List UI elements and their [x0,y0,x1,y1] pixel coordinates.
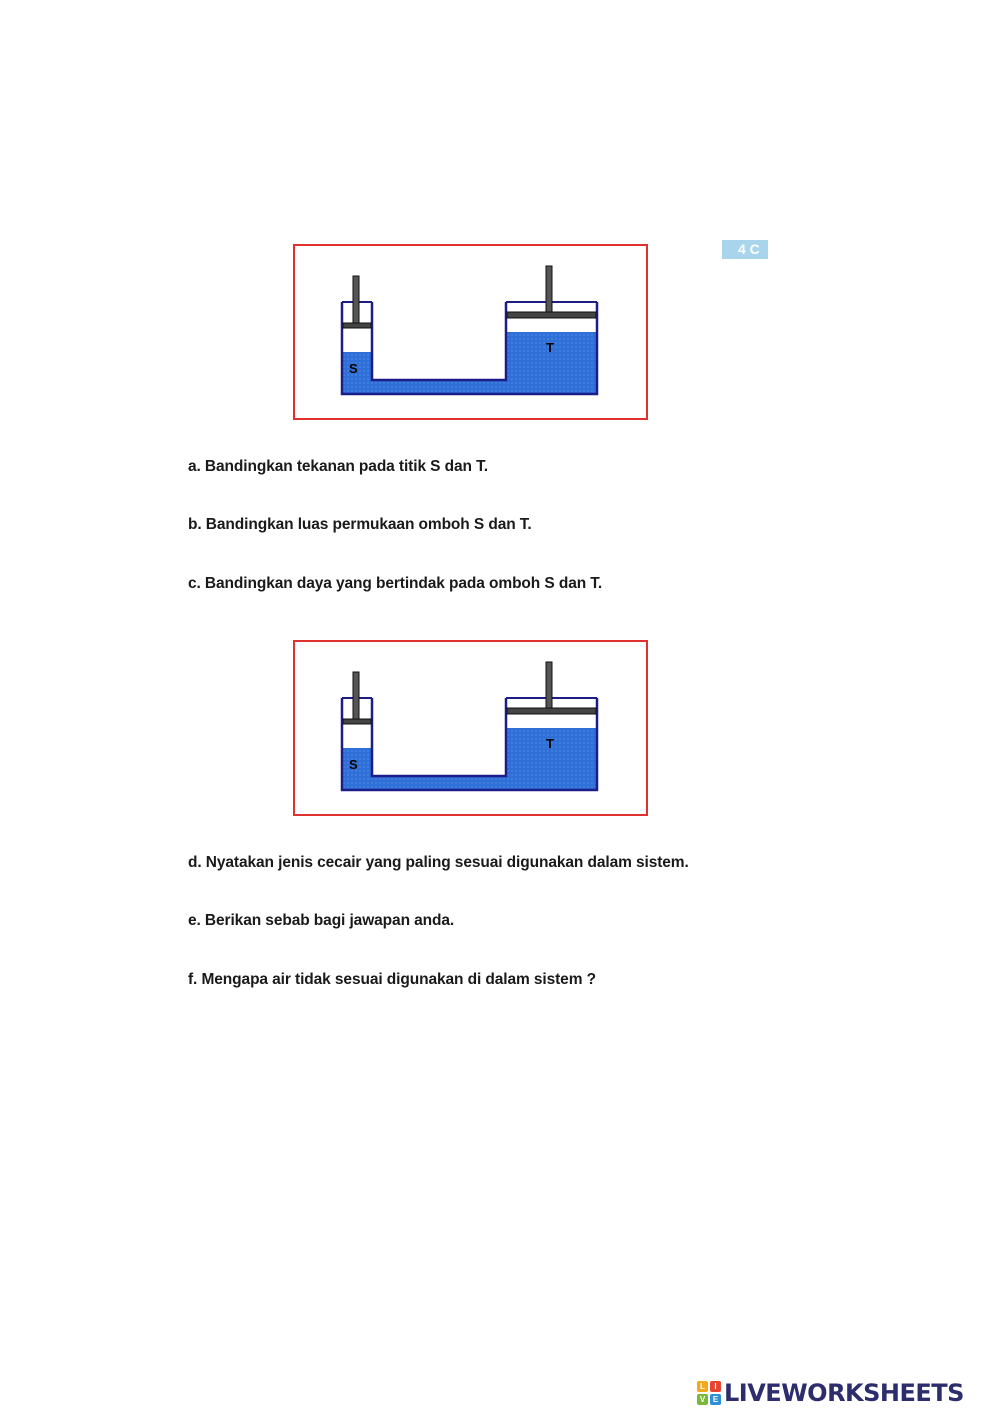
large-piston [507,312,596,318]
large-piston [507,708,596,714]
small-piston [343,323,371,328]
question-b: b. Bandingkan luas permukaan omboh S dan T. [188,516,532,533]
liveworksheets-brand[interactable] [697,1377,964,1409]
hydraulic-diagram-1 [295,246,646,418]
brand-name: LIVEWORKSHEETS [724,1379,964,1407]
hydraulic-figure-1 [293,244,648,420]
label-t: T [546,736,554,751]
large-piston-rod [546,662,552,708]
hydraulic-fluid [342,728,597,790]
small-piston-rod [353,276,359,323]
hydraulic-fluid [342,332,597,394]
hydraulic-diagram-2 [295,642,646,814]
brand-logo-letter: E [710,1394,721,1405]
large-piston-rod [546,266,552,312]
brand-logo-letter: I [710,1381,721,1392]
question-c: c. Bandingkan daya yang bertindak pada omboh S dan T. [188,575,603,592]
brand-logo-letter: L [697,1381,708,1392]
brand-logo-icon [697,1381,721,1405]
brand-logo-letter: V [697,1394,708,1405]
question-a: a. Bandingkan tekanan pada titik S dan T. [188,458,488,475]
label-s: S [349,361,358,376]
label-s: S [349,757,358,772]
side-tag: 4 C [722,240,768,259]
hydraulic-figure-2 [293,640,648,816]
question-e: e. Berikan sebab bagi jawapan anda. [188,912,455,929]
question-f: f. Mengapa air tidak sesuai digunakan di dalam sistem ? [188,971,596,988]
question-d: d. Nyatakan jenis cecair yang paling sesuai digunakan dalam sistem. [188,854,689,871]
label-t: T [546,340,554,355]
small-piston [343,719,371,724]
small-piston-rod [353,672,359,719]
